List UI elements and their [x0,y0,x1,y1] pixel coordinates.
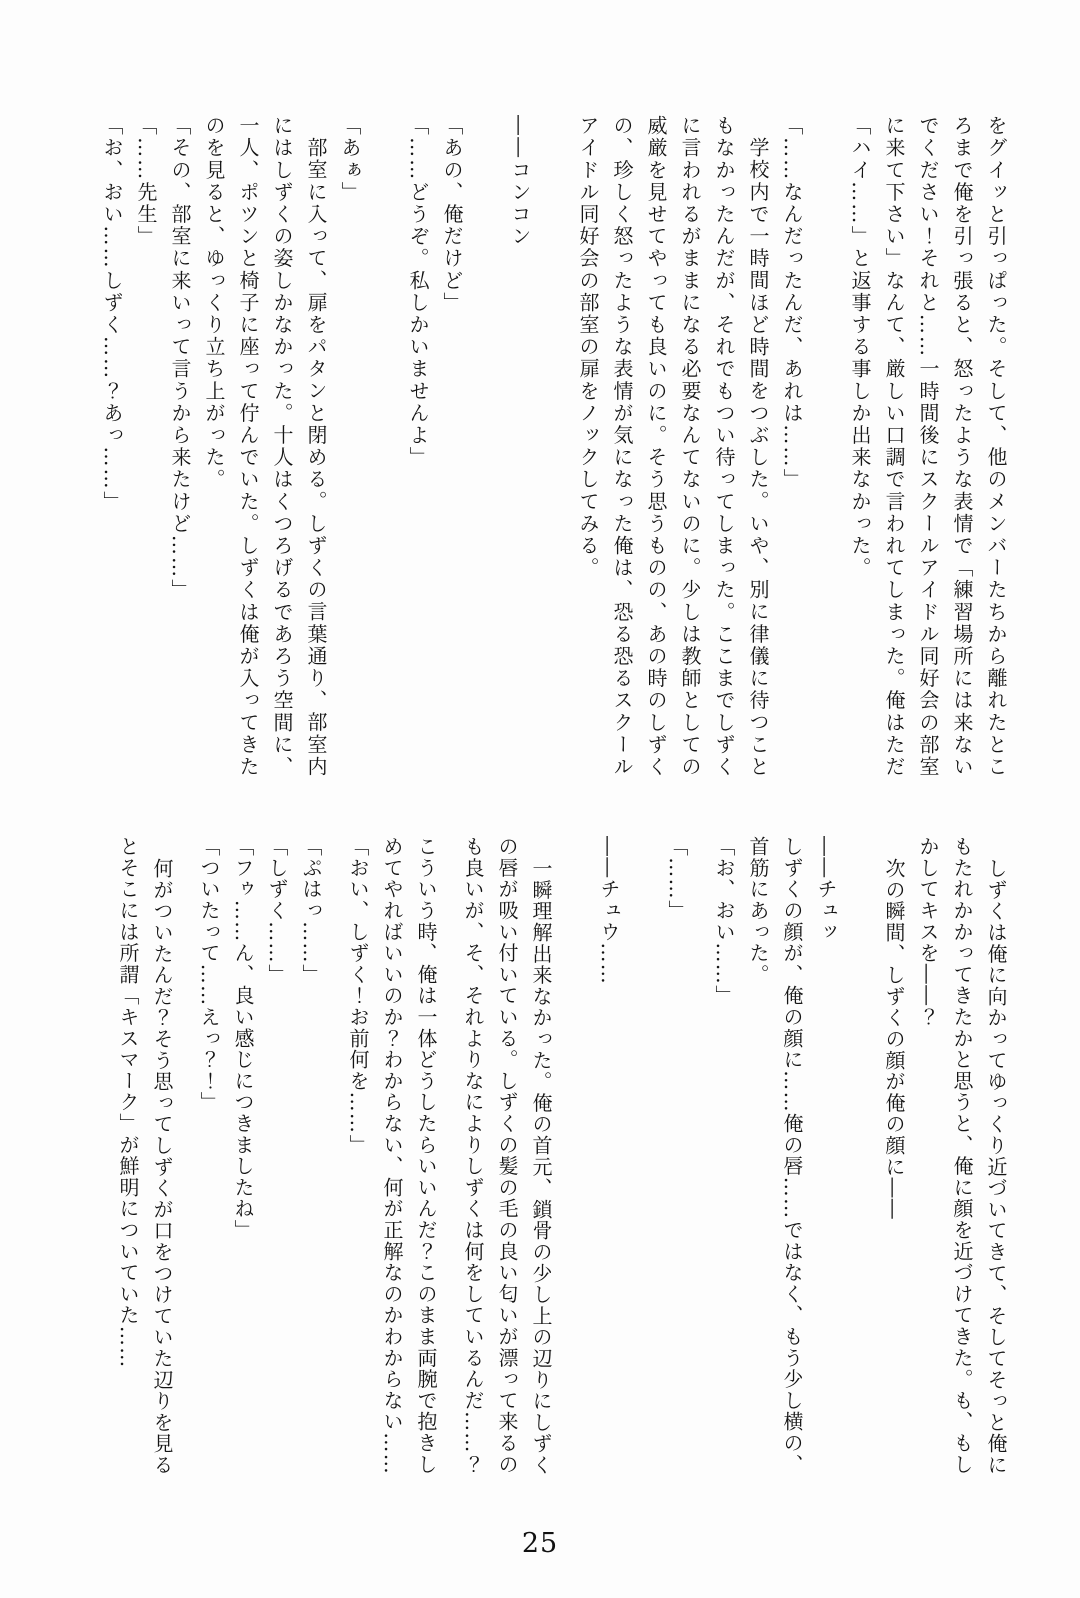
dialogue-line: 「……なんだったんだ、あれは……」 [780,115,804,491]
top-text-block [67,115,1013,781]
sound-effect-line: ――コンコン [508,115,532,248]
narration-paragraph: をグイッと引っぱった。そして、他のメンバーたちから離れたところまで俺を引っ張ると、怒ったような表情で「練習場所には来ないでください！それと……一時間後にスクールアイドル同好会の部室に来て下さい」なんて、厳しい口調で言われてしまった。俺はただ「ハイ……」と返事する事しか出来なかった。 [848,115,1008,778]
sound-effect-line: ――チュウ…… [597,836,621,986]
dialogue-line: 「ぷはっ……」 [299,836,323,986]
dialogue-line: 「しずく……」 [265,836,289,986]
narration-paragraph: 次の瞬間、しずくの顔が俺の顔に―― [882,858,906,1221]
dialogue-line: 「お、おい……」 [712,836,736,1007]
dialogue-line: 「あぁ」 [338,115,362,204]
dialogue-line: 「フゥ……ん、良い感じにつきましたね」 [231,836,255,1241]
narration-paragraph: しずくは俺に向かってゆっくり近づいてきて、そしてそっと俺にもたれかかってきたかと思うと、俺に顔を近づけてきた。も、もしかしてキスを――？ [916,836,1008,1476]
dialogue-line: 「お、おい……しずく……？あっ……」 [100,115,124,513]
page-number: 25 [521,1528,559,1559]
dialogue-line: 「ついたって……えっ？！」 [197,836,221,1113]
narration-paragraph: 一瞬理解出来なかった。俺の首元、鎖骨の少し上の辺りにしずくの唇が吸い付いている。しずくの髪の毛の良い匂いが漂って来るのも良いが、そ、それよりなによりしずくは何をしているんだ……？ [461,836,553,1476]
narration-paragraph: 学校内で一時間ほど時間をつぶした。いや、別に律儀に待つこともなかったんだが、それでもつい待ってしまった。ここまでしずくに言われるがままになる必要なんてないのに。少しは教師としての威厳を見せてやっても良いのに。そう思うものの、あの時のしずくの、珍しく怒ったような表情が気になった俺は、恐る恐るスクールアイドル同好会の部室の扉をノックしてみる。 [576,115,770,778]
dialogue-line: 「……どうぞ。私しかいませんよ」 [406,115,430,469]
dialogue-line: 「その、部室に来いって言うから来たけど……」 [168,115,192,602]
dialogue-line: 「あの、俺だけど」 [440,115,464,314]
sound-effect-line: ――チュッ [814,836,838,943]
bottom-text-block [67,836,1013,1478]
narration-paragraph: 部室に入って、扉をパタンと閉める。しずくの言葉通り、部室内にはしずくの姿しかなかった。十人はくつろげるであろう空間に、一人、ポツンと椅子に座って佇んでいた。しずくは俺が入ってきたのを見ると、ゆっくり立ち上がった。 [202,115,328,778]
narration-paragraph: こういう時、俺は一体どうしたらいいんだ？このまま両腕で抱きしめてやればいいのか？わからない、何が正解なのかわからない…… [380,836,438,1475]
narration-paragraph: 何がついたんだ？そう思ってしずくが口をつけていた辺りを見るとそこには所謂「キスマーク」が鮮明についていた…… [116,836,174,1476]
narration-paragraph: しずくの顔が、俺の顔に……俺の唇……ではなく、もう少し横の、首筋にあった。 [746,836,804,1475]
dialogue-line: 「……」 [665,836,689,922]
dialogue-line: 「……先生」 [134,115,158,248]
dialogue-line: 「おい、しずく！お前何を……」 [346,836,370,1156]
